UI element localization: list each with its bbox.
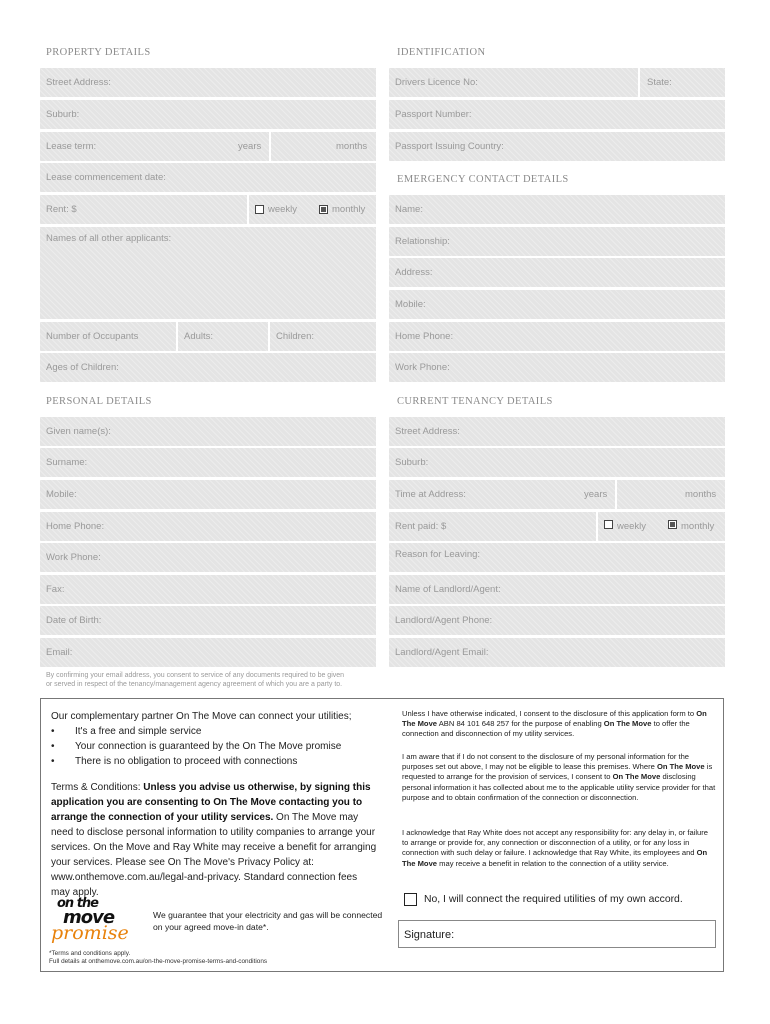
licence-field[interactable] <box>389 68 725 97</box>
lease-term-label: Lease term: <box>46 141 97 152</box>
divider <box>596 512 598 541</box>
consent-paragraph-2 <box>402 752 716 803</box>
email-consent-note-2: or served in respect of the tenancy/management agency agreement of which you are a party to. <box>46 681 343 688</box>
children-label: Children: <box>276 331 315 342</box>
passport-label: Passport Number: <box>395 109 472 120</box>
ages-children-field[interactable] <box>40 353 376 382</box>
emergency-name-label: Name: <box>395 204 423 215</box>
emergency-contact-heading: EMERGENCY CONTACT DETAILS <box>397 174 569 185</box>
divider <box>269 132 271 161</box>
promo-bullet-1: It's a free and simple service <box>75 726 202 737</box>
signature-field[interactable] <box>398 920 716 948</box>
given-names-field[interactable] <box>40 417 376 446</box>
emergency-home-phone-label: Home Phone: <box>395 331 454 342</box>
divider <box>615 480 617 509</box>
consent-paragraph-3 <box>402 828 716 869</box>
passport-country-label: Passport Issuing Country: <box>395 141 504 152</box>
consent-text: I am aware that if I do not consent to the disclosure of my personal information for the purposes set out above, I may not be eligible to lease this premises. Where <box>402 752 690 772</box>
emergency-name-field[interactable] <box>389 195 725 224</box>
consent-brand: On The Move <box>402 709 707 729</box>
dob-label: Date of Birth: <box>46 615 102 626</box>
tenancy-years-label: years <box>584 489 608 500</box>
time-at-address-field[interactable] <box>389 480 725 509</box>
consent-text: to offer the connection and disconnection of my utility services. <box>402 719 690 739</box>
fax-label: Fax: <box>46 584 65 595</box>
licence-label: Drivers Licence No: <box>395 77 478 88</box>
email-label: Email: <box>46 647 73 658</box>
consent-paragraph-1 <box>402 709 716 740</box>
bullet-icon: • <box>51 741 55 752</box>
lease-commencement-field[interactable] <box>40 163 376 192</box>
optout-checkbox[interactable] <box>404 893 417 906</box>
personal-work-phone-label: Work Phone: <box>46 552 101 563</box>
guarantee-text: We guarantee that your electricity and gas will be connected on your agreed move-in date*. <box>153 910 383 932</box>
occupants-field[interactable] <box>40 322 376 351</box>
ages-children-label: Ages of Children: <box>46 362 119 373</box>
landlord-name-label: Name of Landlord/Agent: <box>395 584 501 595</box>
emergency-work-phone-label: Work Phone: <box>395 362 450 373</box>
email-field[interactable] <box>40 638 376 667</box>
current-tenancy-heading: CURRENT TENANCY DETAILS <box>397 396 553 407</box>
terms-conditions <box>51 780 377 900</box>
relationship-label: Relationship: <box>395 236 450 247</box>
emergency-work-phone-field[interactable] <box>389 353 725 382</box>
relationship-field[interactable] <box>389 227 725 256</box>
footnote-2: Full details at onthemove.com.au/on-the-move-promise-terms-and-conditions <box>49 958 268 965</box>
lease-term-field[interactable] <box>40 132 376 161</box>
landlord-phone-label: Landlord/Agent Phone: <box>395 615 493 626</box>
promo-intro: Our complementary partner On The Move can connect your utilities; <box>51 711 352 722</box>
logo-promise: promise <box>51 922 129 944</box>
consent-text: is requested to arrange for the provision of services, I consent to <box>402 762 713 782</box>
consent-text: Unless I have otherwise indicated, I consent to the disclosure of this application form to <box>402 709 697 718</box>
consent-brand: On The Move <box>402 848 708 868</box>
divider <box>268 322 270 351</box>
landlord-email-field[interactable] <box>389 638 725 667</box>
surname-field[interactable] <box>40 448 376 477</box>
other-applicants-label: Names of all other applicants: <box>46 233 172 244</box>
signature-label: Signature: <box>404 929 455 941</box>
consent-brand: On The Move <box>603 719 652 729</box>
bullet-icon: • <box>51 756 55 767</box>
emergency-home-phone-field[interactable] <box>389 322 725 351</box>
personal-details-heading: PERSONAL DETAILS <box>46 396 152 407</box>
promo-bullet-2: Your connection is guaranteed by the On The Move promise <box>75 741 342 752</box>
time-at-address-label: Time at Address: <box>395 489 466 500</box>
reason-leaving-field[interactable] <box>389 543 725 572</box>
emergency-address-label: Address: <box>395 267 433 278</box>
personal-home-phone-field[interactable] <box>40 512 376 541</box>
terms-rest: On The Move may need to disclose personal information to utility companies to arrange your services. On the Move and Ray White may receive a benefit for arranging your services. Please see On The Move's Privacy Policy at: www.onthemove.com.au/legal-and-privacy. Standard connection fees may apply. <box>51 812 377 898</box>
rent-paid-weekly-label: weekly <box>617 521 647 532</box>
emergency-mobile-label: Mobile: <box>395 299 426 310</box>
rent-paid-weekly-checkbox[interactable] <box>604 520 613 529</box>
consent-text: disclosing personal information it has collected about me to the applicable utility service provider for that purpose and to obtain confirmation of the connection or disconnection. <box>402 772 716 802</box>
personal-work-phone-field[interactable] <box>40 543 376 572</box>
bullet-icon: • <box>51 726 55 737</box>
consent-text: I acknowledge that Ray White does not accept any responsibility for: any delay in, or failure to arrange or provide for, any connection or disconnection of a utility, or for any loss in connection with such delay or failure. I acknowledge that Ray White, its employees and <box>402 828 709 858</box>
lease-commencement-label: Lease commencement date: <box>46 172 166 183</box>
fax-field[interactable] <box>40 575 376 604</box>
logo-on-the: on the <box>57 896 98 911</box>
personal-mobile-field[interactable] <box>40 480 376 509</box>
rent-paid-label: Rent paid: $ <box>395 521 447 532</box>
consent-text: ABN 84 101 648 257 for the purpose of enabling <box>437 719 604 729</box>
tenancy-suburb-field[interactable] <box>389 448 725 477</box>
tenancy-months-label: months <box>685 489 717 500</box>
tenancy-street-field[interactable] <box>389 417 725 446</box>
dob-field[interactable] <box>40 606 376 635</box>
tenancy-street-label: Street Address: <box>395 426 460 437</box>
divider <box>176 322 178 351</box>
lease-years-label: years <box>238 141 262 152</box>
passport-country-field[interactable] <box>389 132 725 161</box>
property-details-heading: PROPERTY DETAILS <box>46 47 151 58</box>
terms-prefix: Terms & Conditions: <box>51 782 144 793</box>
divider <box>638 68 640 97</box>
promo-bullet-3: There is no obligation to proceed with connections <box>75 756 298 767</box>
email-consent-note-1: By confirming your email address, you consent to service of any documents required to be given <box>46 672 345 679</box>
adults-label: Adults: <box>184 331 214 342</box>
rent-paid-monthly-label: monthly <box>681 521 715 532</box>
tenancy-suburb-label: Suburb: <box>395 457 429 468</box>
rent-weekly-checkbox[interactable] <box>255 205 264 214</box>
street-address-label: Street Address: <box>46 77 111 88</box>
street-address-field[interactable] <box>40 68 376 97</box>
terms-bold: Unless you advise us otherwise, by signing this application you are consenting to On The Move contacting you to arrange the connection of your utility services. <box>51 782 371 823</box>
rent-label: Rent: $ <box>46 204 77 215</box>
occupants-label: Number of Occupants <box>46 331 139 342</box>
landlord-name-field[interactable] <box>389 575 725 604</box>
emergency-address-field[interactable] <box>389 258 725 287</box>
other-applicants-field[interactable] <box>40 227 376 319</box>
reason-leaving-label: Reason for Leaving: <box>395 549 481 560</box>
rent-field[interactable] <box>40 195 376 224</box>
state-label: State: <box>647 77 672 88</box>
suburb-field[interactable] <box>40 100 376 129</box>
consent-brand: On The Move <box>656 762 705 772</box>
lease-months-label: months <box>336 141 368 152</box>
emergency-mobile-field[interactable] <box>389 290 725 319</box>
passport-field[interactable] <box>389 100 725 129</box>
identification-heading: IDENTIFICATION <box>397 47 486 58</box>
logo-move: move <box>63 907 115 928</box>
optout-label: No, I will connect the required utilities of my own accord. <box>424 894 683 905</box>
rent-paid-field[interactable] <box>389 512 725 541</box>
personal-home-phone-label: Home Phone: <box>46 521 105 532</box>
personal-mobile-label: Mobile: <box>46 489 77 500</box>
suburb-label: Suburb: <box>46 109 80 120</box>
surname-label: Surname: <box>46 457 88 468</box>
rent-monthly-label: monthly <box>332 204 366 215</box>
utilities-consent-box <box>40 698 724 972</box>
given-names-label: Given name(s): <box>46 426 111 437</box>
divider <box>247 195 249 224</box>
consent-brand: On The Move <box>612 772 661 782</box>
consent-text: may receive a benefit in relation to the connection of a utility service. <box>437 858 669 868</box>
rent-paid-monthly-checkbox[interactable] <box>668 520 677 529</box>
rent-weekly-label: weekly <box>268 204 298 215</box>
landlord-phone-field[interactable] <box>389 606 725 635</box>
rent-monthly-checkbox[interactable] <box>319 205 328 214</box>
landlord-email-label: Landlord/Agent Email: <box>395 647 489 658</box>
footnote-1: *Terms and conditions apply. <box>49 950 131 957</box>
